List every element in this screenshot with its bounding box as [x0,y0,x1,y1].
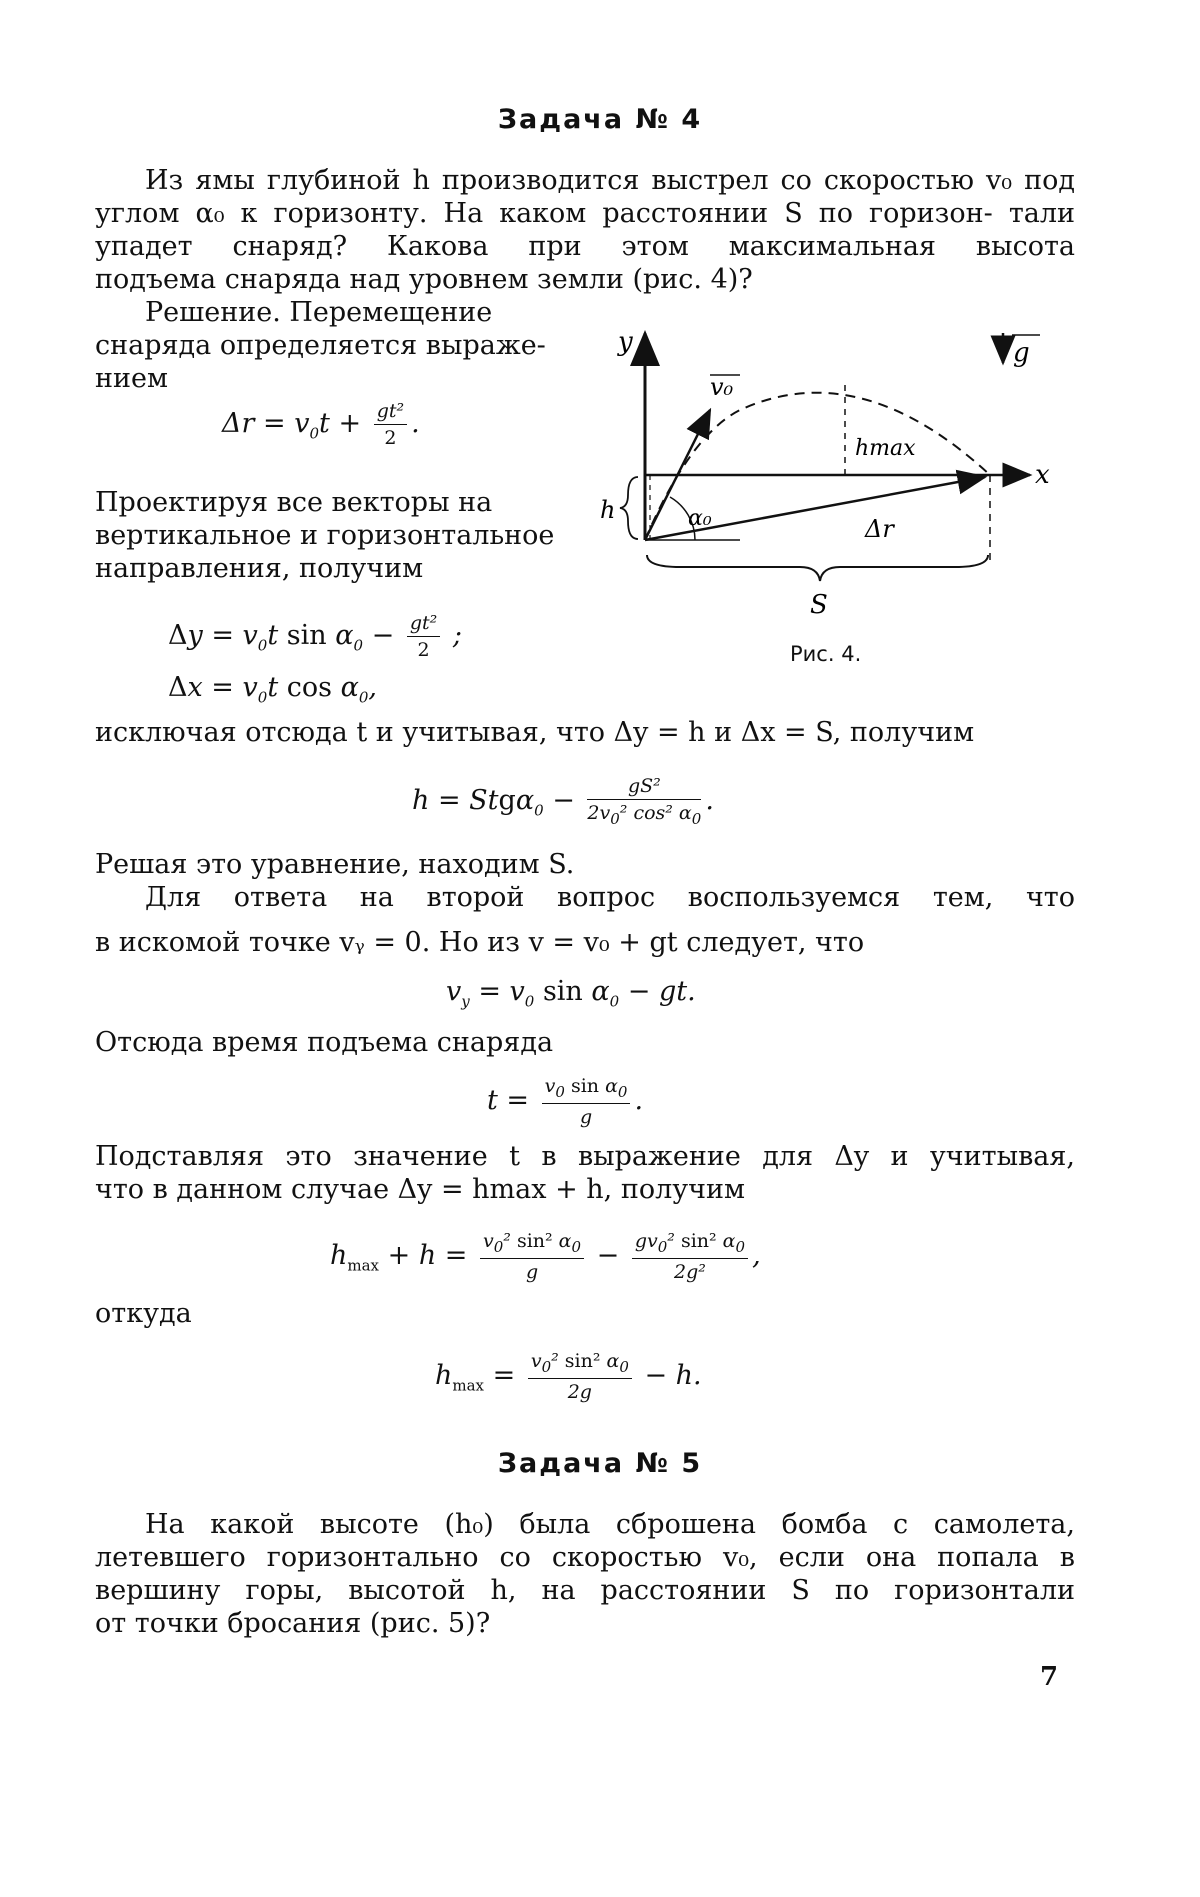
figure-4-caption: Рис. 4. [790,642,862,666]
formula-dy: $\Delta y = v_0t$ $\sin \alpha_0$ − $\frac{\text{gt²}}{2}$ ; [168,612,462,661]
alpha-label: α₀ [688,506,712,531]
solving-text: Решая это уравнение, находим S. [95,849,575,880]
h-label: h [600,496,616,524]
statement-line-2: под углом α₀ к горизонту. На каком расстоянии S по горизон- [95,165,1075,229]
projection-line-1: Проектируя все векторы на [95,487,493,518]
whence-text: откуда [95,1298,192,1329]
formula-hmax-plus-h: $h_{max} + h$ = $\frac{v_0^2 \sin^2 \alpha_0}{g}$ − $\frac{gv_0^2 \sin^2 \alpha_0}{\text{2g²}}$ , [330,1230,761,1283]
projection-line-2: вертикальное и горизонтальное [95,520,555,551]
v0-label: v₀ [710,373,734,401]
g-label: g [1013,338,1030,368]
problem-4-statement [95,164,1075,263]
p5-line-3: в вершину горы, высотой h, на расстоянии S по горизонтали [95,1542,1075,1606]
figure-4 [600,315,1070,635]
formula-dx: $\Delta x = v_0t$ $\cos \alpha_0$, [168,672,377,707]
problem-5-statement [95,1508,1075,1607]
formula-t: t = $\frac{v_0 \sin \alpha_0}{g}$ . [487,1075,644,1128]
formula-vy: $v_y = v_0$ $\sin \alpha_0$ − gt. [446,976,696,1011]
formula-displacement: $\Delta r = v_0t$ + $\frac{\text{gt²}}{2}$ . [222,400,420,449]
statement-line-1: Из ямы глубиной h производится выстрел со скоростью v₀ [145,165,1013,196]
formula-h: h = Stgα$_0$ − $\frac{\text{gS²}}{2v_0^2 \cos^2 \alpha_0}$ . [412,775,714,828]
p5-line-1: На какой высоте (h₀) была сброшена бомба с самолета, [145,1509,1075,1540]
solution-line-1: Решение. Перемещение [145,297,493,328]
s-label: S [810,590,828,620]
substitute-line-2: что в данном случае Δy = hmax + h, получим [95,1174,745,1205]
s-brace [647,555,988,581]
second-question-line-1: Для ответа на второй вопрос воспользуемся тем, что [145,882,1075,913]
hmax-label: hmax [855,436,916,461]
problem-5-title: Задача № 5 [497,1448,703,1479]
h-brace [620,477,638,539]
time-text: Отсюда время подъема снаряда [95,1027,554,1058]
y-axis-label: y [618,327,633,357]
formula-hmax: $h_{max}$ = $\frac{v_0^2 \sin^2 \alpha_0}{2g}$ − h. [435,1350,702,1403]
exclude-text: исключая отсюда t и учитывая, что Δy = h и Δx = S, получим [95,717,975,748]
p5-line-2: летевшего горизонтально со скоростью v₀, если она попала [95,1542,1039,1573]
second-question-line-2: в искомой точке vᵧ = 0. Но из v = v₀ + gt следует, что [95,927,865,958]
page-number: 7 [1040,1662,1059,1692]
dr-label: Δr [865,515,894,543]
solution-line-2: снаряда определяется выраже- [95,330,546,361]
substitute-line-1: Подставляя это значение t в выражение для Δy и учитывая, [95,1141,1075,1172]
p5-line-4: от точки бросания (рис. 5)? [95,1608,491,1639]
statement-line-4: подъема снаряда над уровнем земли (рис. 4)? [95,264,753,295]
projection-line-3: направления, получим [95,553,424,584]
statement-line-3: тали упадет снаряд? Какова при этом максимальная высота [95,198,1075,262]
solution-line-3: нием [95,363,168,394]
second-question [95,881,1075,914]
problem-4-title: Задача № 4 [497,104,703,135]
x-axis-label: x [1035,460,1050,490]
substitute-text [95,1140,1075,1173]
